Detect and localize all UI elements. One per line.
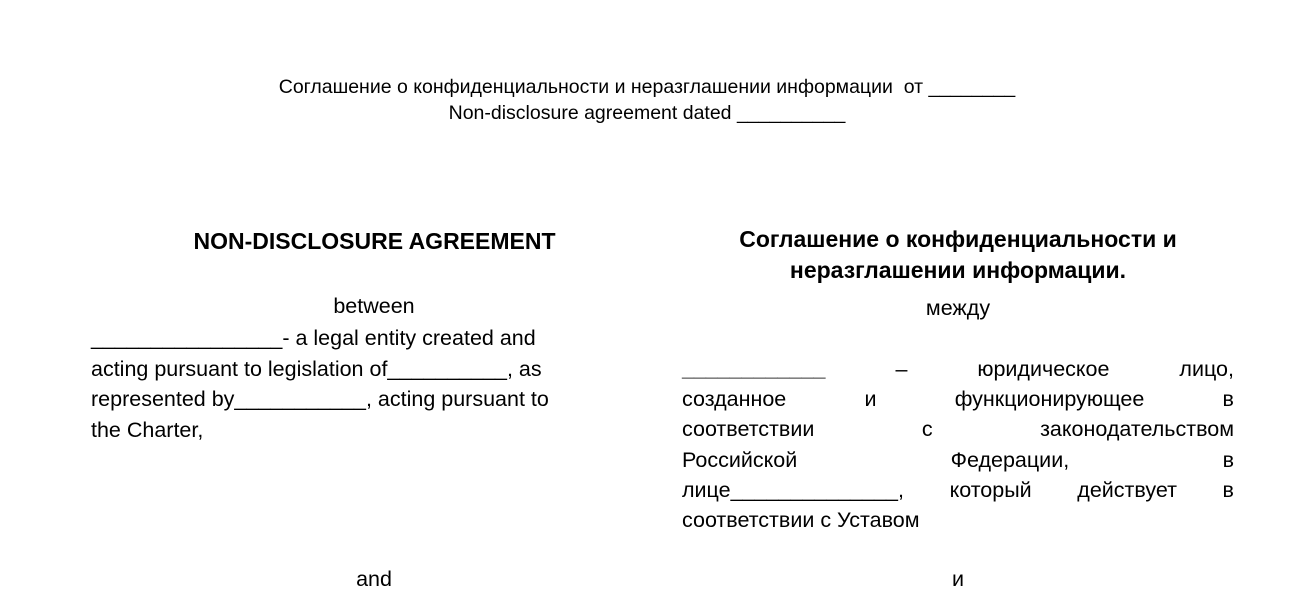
header-title-en: Non-disclosure agreement dated __________	[448, 102, 846, 124]
russian-between: между	[925, 296, 991, 320]
english-and: and	[356, 567, 392, 591]
russian-word: законодательством	[1040, 417, 1234, 442]
russian-paragraph-line	[682, 414, 1234, 444]
english-title: NON-DISCLOSURE AGREEMENT	[193, 228, 556, 254]
russian-word: и	[864, 387, 877, 412]
english-parties-paragraph	[91, 323, 649, 445]
russian-word: ____________	[682, 357, 826, 381]
russian-title	[682, 224, 1234, 286]
header-title-ru: Соглашение о конфиденциальности и неразглашении информации от ________	[278, 76, 1016, 98]
english-paragraph-line: the Charter,	[91, 417, 204, 442]
russian-and: и	[951, 567, 964, 591]
english-paragraph-line: acting pursuant to legislation of__________, as	[91, 356, 542, 381]
russian-word: соответствии	[682, 417, 815, 442]
russian-word: созданное	[682, 387, 787, 412]
russian-word: который	[949, 477, 1032, 502]
russian-word: действует	[1077, 477, 1177, 502]
english-paragraph-line: represented by___________, acting pursuant to	[91, 387, 549, 411]
russian-word: в	[1222, 447, 1234, 472]
russian-word: с	[921, 417, 933, 442]
russian-word: лице______________,	[682, 477, 904, 502]
russian-word: соответствии с Уставом	[682, 508, 920, 533]
russian-paragraph-line	[682, 505, 1234, 535]
russian-word: Федерации,	[950, 447, 1070, 472]
russian-paragraph-line	[682, 475, 1234, 505]
russian-word: Российской	[682, 447, 798, 472]
russian-paragraph-line	[682, 384, 1234, 414]
english-between: between	[333, 294, 415, 318]
russian-title-line: Соглашение о конфиденциальности и	[739, 226, 1177, 252]
russian-word: лицо,	[1179, 357, 1234, 381]
russian-word: в	[1222, 387, 1234, 412]
russian-parties-paragraph	[682, 354, 1234, 535]
russian-word: юридическое	[977, 357, 1110, 381]
russian-word: в	[1222, 477, 1234, 502]
russian-title-line: неразглашении информации.	[789, 257, 1127, 283]
document-header	[0, 74, 1294, 126]
russian-word: –	[895, 357, 908, 381]
english-paragraph-line: ________________- a legal entity created and	[91, 326, 536, 350]
russian-paragraph-line	[682, 445, 1234, 475]
russian-word: функционирующее	[954, 387, 1145, 412]
russian-paragraph-line	[682, 354, 1234, 384]
